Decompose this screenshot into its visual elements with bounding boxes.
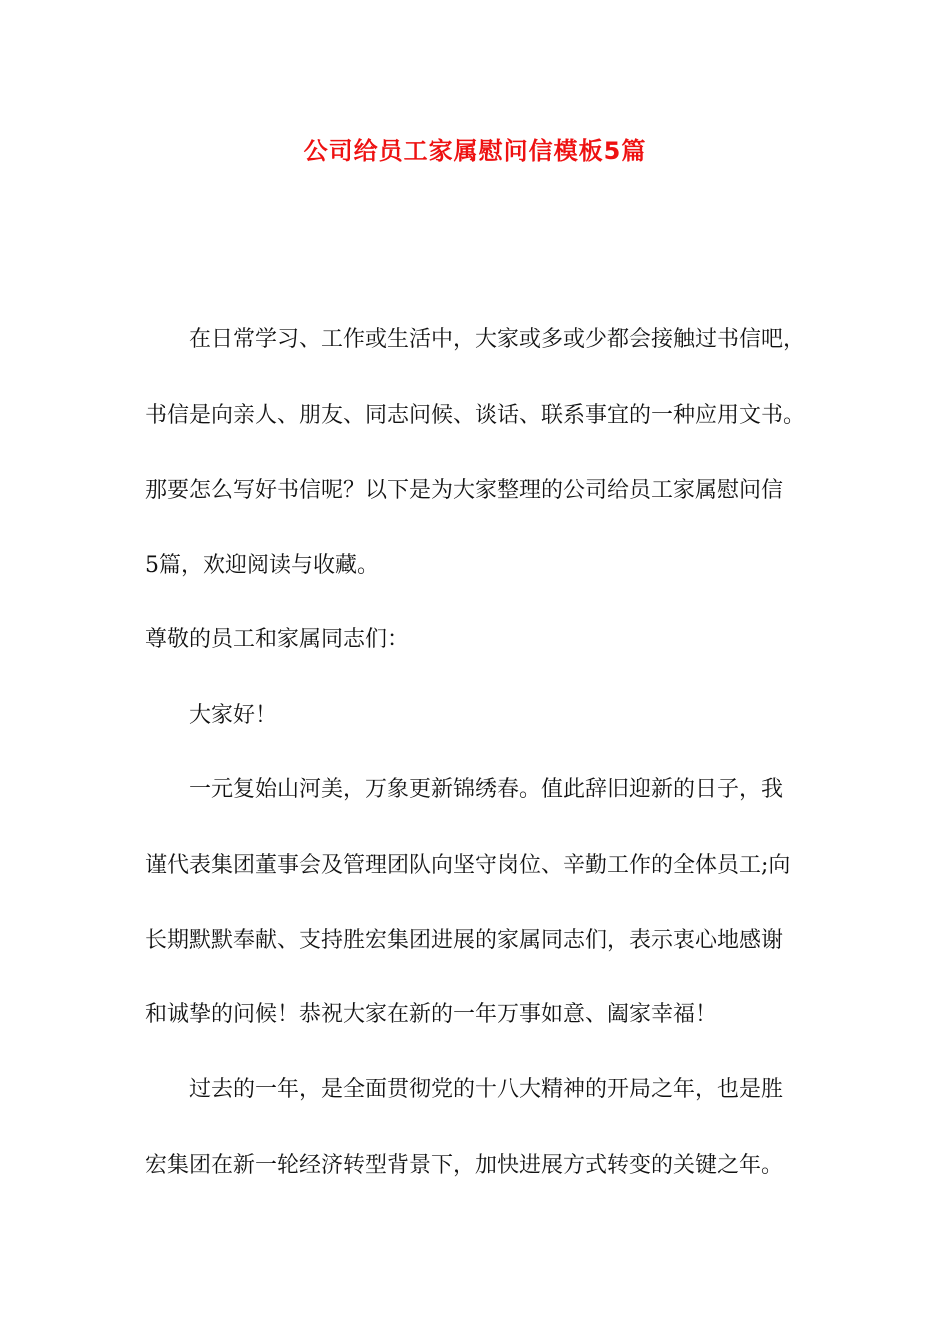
- paragraph-line: 在日常学习、工作或生活中，大家或多或少都会接触过书信吧，: [189, 327, 806, 352]
- greeting: 大家好！: [189, 703, 278, 728]
- paragraph-line: 宏集团在新一轮经济转型背景下，加快进展方式转变的关键之年。: [145, 1153, 784, 1178]
- document-title: 公司给员工家属慰问信模板5篇: [303, 137, 647, 165]
- paragraph-line: 一元复始山河美，万象更新锦绣春。值此辞旧迎新的日子，我: [189, 777, 784, 802]
- salutation: 尊敬的员工和家属同志们：: [145, 627, 410, 652]
- paragraph-line: 和诚挚的问候！恭祝大家在新的一年万事如意、阖家幸福！: [145, 1002, 718, 1027]
- paragraph-line: 过去的一年，是全面贯彻党的十八大精神的开局之年，也是胜: [189, 1077, 784, 1102]
- paragraph-line: 书信是向亲人、朋友、同志问候、谈话、联系事宜的一种应用文书。: [145, 403, 806, 428]
- paragraph-line: 5篇，欢迎阅读与收藏。: [145, 553, 379, 578]
- paragraph-line: 那要怎么写好书信呢？以下是为大家整理的公司给员工家属慰问信: [145, 478, 784, 503]
- paragraph-line: 谨代表集团董事会及管理团队向坚守岗位、辛勤工作的全体员工;向: [145, 853, 791, 878]
- paragraph-line: 长期默默奉献、支持胜宏集团进展的家属同志们，表示衷心地感谢: [145, 928, 784, 953]
